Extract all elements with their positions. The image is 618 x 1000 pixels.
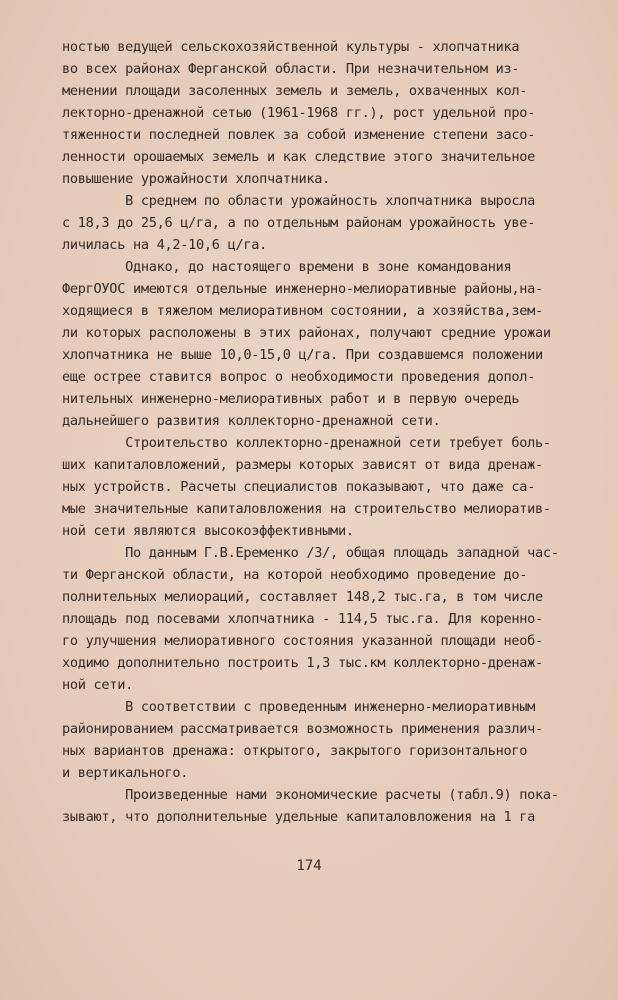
text-line: По данным Г.В.Еременко /3/, общая площадь западной час- — [62, 545, 559, 561]
text-line: личилась на 4,2-10,6 ц/га. — [62, 237, 267, 253]
text-line: мые значительные капиталовложения на строительство мелиоратив- — [62, 501, 551, 517]
text-line: ФергОУОС имеются отдельные инженерно-мелиоративные районы,на- — [62, 281, 543, 297]
text-line: Строительство коллекторно-дренажной сети требует боль- — [62, 435, 551, 451]
text-line: с 18,3 до 25,6 ц/га, а по отдельным районам урожайность уве- — [62, 215, 536, 231]
text-line: во всех районах Ферганской области. При незначительном из- — [62, 61, 520, 77]
text-line: ли которых расположены в этих районах, получают средние урожаи — [62, 325, 551, 341]
text-line: тяженности последней повлек за собой изменение степени засо- — [62, 127, 536, 143]
page-number: 174 — [296, 858, 322, 874]
text-line: го улучшения мелиоративного состояния указанной площади необ- — [62, 633, 543, 649]
text-line: и вертикального. — [62, 765, 189, 781]
text-line: ходящиеся в тяжелом мелиоративном состоянии, а хозяйства,зем- — [62, 303, 543, 319]
text-line: В среднем по области урожайность хлопчатника выросла — [62, 193, 536, 209]
text-line: дальнейшего развития коллекторно-дренажной сети. — [62, 413, 441, 429]
text-line: Однако, до настоящего времени в зоне командования — [62, 259, 512, 275]
text-line: ной сети. — [62, 677, 133, 693]
body-text — [62, 36, 592, 828]
text-line: ших капиталовложений, размеры которых зависят от вида дренаж- — [62, 457, 543, 473]
text-line: полнительных мелиораций, составляет 148,2 тыс.га, в том числе — [62, 589, 543, 605]
text-line: районированием рассматривается возможность применения различ- — [62, 721, 543, 737]
text-line: площадь под посевами хлопчатника - 114,5 тыс.га. Для коренно- — [62, 611, 543, 627]
text-line: ти Ферганской области, на которой необходимо проведение до- — [62, 567, 528, 583]
text-line: ных устройств. Расчеты специалистов показывают, что даже са- — [62, 479, 536, 495]
text-line: В соответствии с проведенным инженерно-мелиоративным — [62, 699, 536, 715]
text-line: ходимо дополнительно построить 1,3 тыс.км коллекторно-дренаж- — [62, 655, 543, 671]
text-line: менении площади засоленных земель и земель, охваченных кол- — [62, 83, 528, 99]
text-line: ных вариантов дренажа: открытого, закрытого горизонтального — [62, 743, 528, 759]
text-line: зывают, что дополнительные удельные капиталовложения на 1 га — [62, 809, 536, 825]
text-line: ной сети являются высокоэффективными. — [62, 523, 354, 539]
text-line: еще острее ставится вопрос о необходимости проведения допол- — [62, 369, 536, 385]
text-line: ленности орошаемых земель и как следствие этого значительное — [62, 149, 536, 165]
text-line: нительных инженерно-мелиоративных работ и в первую очередь — [62, 391, 520, 407]
text-line: повышение урожайности хлопчатника. — [62, 171, 331, 187]
text-line: лекторно-дренажной сетью (1961-1968 гг.), рост удельной про- — [62, 105, 536, 121]
text-line: ностью ведущей сельскохозяйственной культуры - хлопчатника — [62, 39, 520, 55]
text-line: хлопчатника не выше 10,0-15,0 ц/га. При создавшемся положении — [62, 347, 543, 363]
text-line: Произведенные нами экономические расчеты (табл.9) пока- — [62, 787, 559, 803]
